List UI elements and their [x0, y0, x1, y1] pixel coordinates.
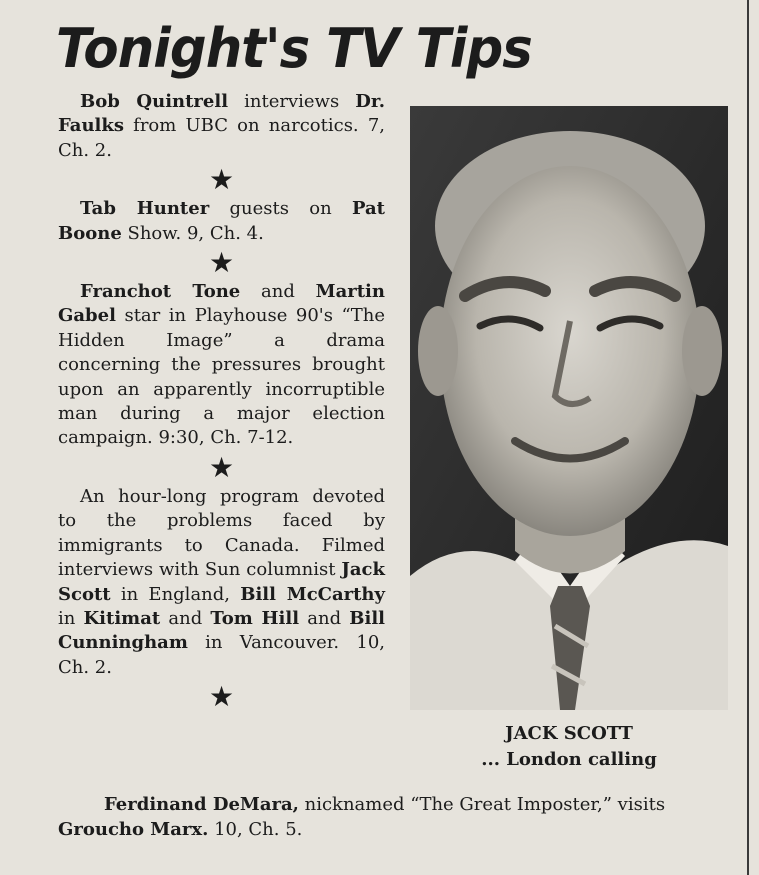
tip-name: Tab Hunter — [80, 198, 210, 220]
tip-name: Martin Gabel — [58, 281, 385, 327]
tip-name: Bob Quintrell — [80, 91, 229, 112]
tip-text: nicknamed “The Great Imposter,” visits — [298, 794, 666, 815]
tip-text: and — [160, 607, 211, 629]
tip-name: Groucho Marx. — [58, 819, 209, 840]
star-divider-3: ★ — [208, 450, 235, 484]
tip-name: Kitimat — [83, 607, 161, 629]
headline: Tonight's TV Tips — [56, 17, 532, 80]
tip-text: star in Playhouse 90's “The Hidden Image” a drama concerning the pressures brought upon an apparently incorruptible man during a major election campaign. 9:30, Ch. 7-12. — [58, 305, 385, 449]
tip-text: and — [240, 281, 316, 303]
tip-text: An hour-long program devoted to the problems faced by immigrants to Canada. Filmed interviews with Sun columnist — [58, 485, 385, 581]
tip-1 — [58, 90, 385, 163]
star-divider-2: ★ — [208, 246, 235, 280]
tip-text: 10, Ch. 5. — [208, 819, 303, 840]
star-divider-1: ★ — [208, 163, 235, 197]
tip-4 — [58, 485, 385, 680]
tip-2 — [58, 197, 385, 246]
tip-text: in Vancouver. 10, Ch. 2. — [58, 632, 385, 678]
photo-caption-subtitle: ... London calling — [481, 749, 657, 770]
tip-name: Bill McCarthy — [240, 583, 385, 605]
tip-text: Show. 9, Ch. 4. — [121, 222, 264, 244]
portrait-illustration — [410, 106, 728, 710]
tip-text: and — [299, 607, 350, 629]
tip-text: in England, — [110, 583, 241, 605]
tip-3 — [58, 280, 385, 451]
tip-name: Tom Hill — [210, 607, 300, 629]
star-divider-4: ★ — [208, 680, 235, 714]
tips-column — [58, 90, 385, 714]
tip-text: from UBC on narcotics. 7, Ch. 2. — [58, 115, 385, 161]
tip-name: Ferdinand DeMara, — [104, 794, 299, 815]
tip-name: Dr. Faulks — [58, 91, 385, 137]
tip-text: interviews — [228, 91, 356, 112]
tip-text: guests on — [209, 198, 352, 220]
tip-name: Bill Cunningham — [58, 607, 386, 654]
portrait-photo — [410, 106, 728, 710]
tip-5 — [58, 792, 722, 842]
tip-text: in — [58, 607, 84, 629]
photo-caption-name: JACK SCOTT — [505, 723, 633, 744]
tip-name: Jack Scott — [58, 559, 385, 605]
tip-name: Pat Boone — [58, 198, 385, 244]
column-rule — [747, 0, 749, 875]
tip-name: Franchot Tone — [80, 281, 241, 303]
